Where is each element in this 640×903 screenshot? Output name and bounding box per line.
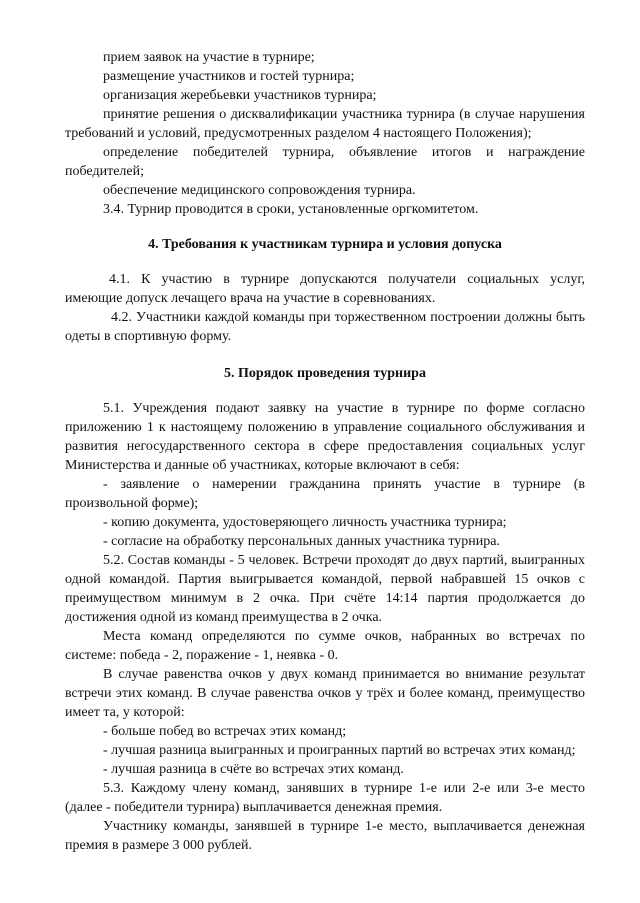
list-item-more-wins: - больше побед во встречах этих команд; — [103, 724, 347, 739]
item-disqualification: принятие решения о дисквалификации участника турнира (в случае нарушения требований и условий, предусмотренных разделом 4 настоящего Положения); — [65, 107, 585, 141]
paragraph-5-3: 5.3. Каждому члену команд, занявших в турнире 1-е или 2-е или 3-е место (далее - победители турнира) выплачивается денежная премия. — [65, 781, 585, 815]
paragraph-prize: Участнику команды, занявшей в турнире 1-е место, выплачивается денежная премия в размере 3 000 рублей. — [65, 819, 585, 853]
list-item-statement: - заявление о намерении гражданина принять участие в турнире (в произвольной форме); — [65, 477, 585, 511]
paragraph-4-2: 4.2. Участники каждой команды при торжественном построении должны быть одеты в спортивную форму. — [65, 310, 585, 344]
section-5-heading: 5. Порядок проведения турнира — [224, 366, 426, 381]
paragraph-equal-points: В случае равенства очков у двух команд принимается во внимание результат встречи этих команд. В случае равенства очков у трёх и более команд, преимущество имеет та, у которой: — [65, 667, 585, 720]
list-item-score-difference: - лучшая разница в счёте во встречах этих команд. — [103, 762, 404, 777]
item-accommodation: размещение участников и гостей турнира; — [103, 69, 355, 84]
list-item-set-difference: - лучшая разница выигранных и проигранных партий во встречах этих команд; — [103, 743, 576, 758]
paragraph-4-1: 4.1. К участию в турнире допускаются получатели социальных услуг, имеющие допуск лечащего врача на участие в соревнованиях. — [65, 272, 585, 306]
list-item-consent: - согласие на обработку персональных данных участника турнира. — [103, 534, 500, 549]
item-draw: организация жеребьевки участников турнира; — [103, 88, 377, 103]
item-medical: обеспечение медицинского сопровождения турнира. — [103, 183, 416, 198]
paragraph-5-2: 5.2. Состав команды - 5 человек. Встречи проходят до двух партий, выигранных одной командой. Партия выигрывается командой, первой набравшей 15 очков с преимуществом минимум в 2 очка. При счёте 14:14 партия продолжается до достижения одной из команд преимущества в 2 очка. — [65, 553, 585, 625]
section-4-heading: 4. Требования к участникам турнира и условия допуска — [148, 237, 502, 252]
item-applications: прием заявок на участие в турнире; — [103, 50, 315, 65]
item-winners: определение победителей турнира, объявление итогов и награждение победителей; — [65, 145, 585, 179]
paragraph-places: Места команд определяются по сумме очков, набранных во встречах по системе: победа - 2, поражение - 1, неявка - 0. — [65, 629, 585, 663]
document-page — [65, 48, 585, 855]
paragraph-3-4: 3.4. Турнир проводится в сроки, установленные оргкомитетом. — [103, 202, 479, 217]
list-item-id-copy: - копию документа, удостоверяющего личность участника турнира; — [103, 515, 507, 530]
paragraph-5-1: 5.1. Учреждения подают заявку на участие в турнире по форме согласно приложению 1 к настоящему положению в управление социального обслуживания и развития негосударственного сектора в сфере предоставления социальных услуг Министерства и данные об участниках, которые включают в себя: — [65, 401, 585, 473]
